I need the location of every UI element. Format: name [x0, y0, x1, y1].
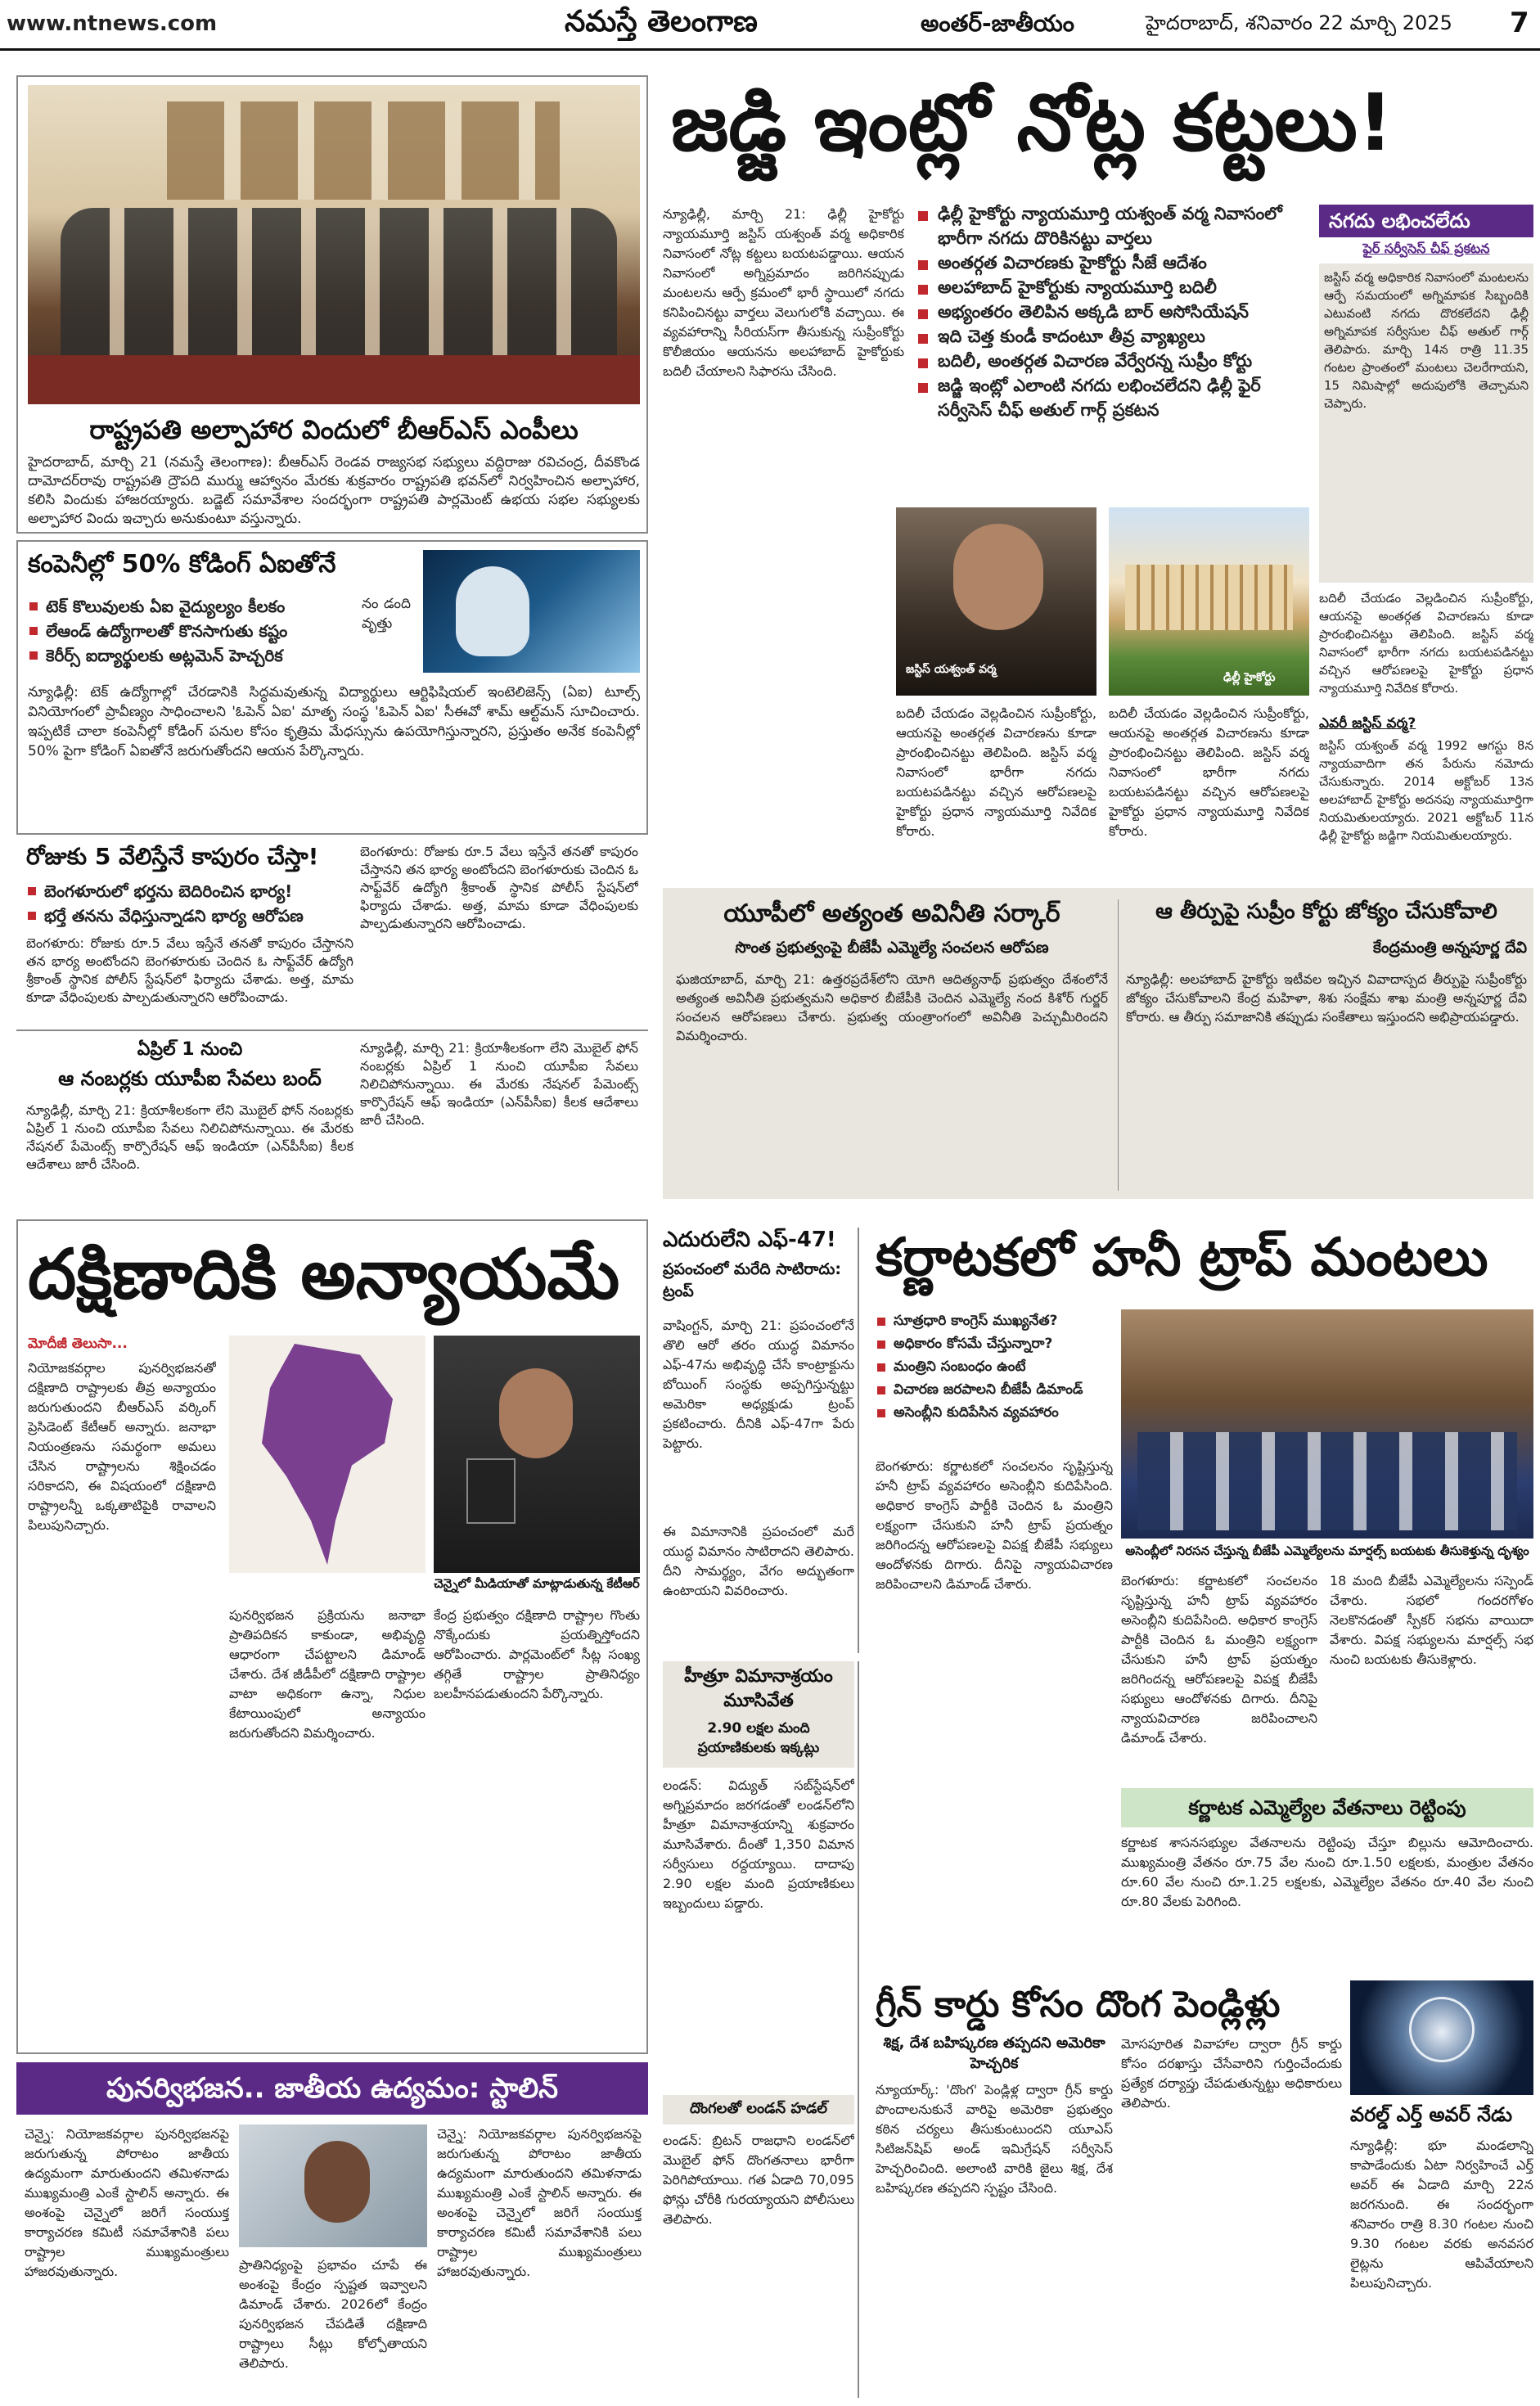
- earth-hour-body: న్యూఢిల్లీ: భూ మండలాన్ని కాపాడేందుకు ఏటా నిర్వహించే ఎర్త్ అవర్ ఈ ఏడాది మార్చి 22న జరగనుంది. ఈ సందర్భంగా శనివారం రాత్రి 8.30 గంటల నుంచి 9.30 గంటల వరకు అనవసర లైట్లను ఆపివేయాలని పిలుపునిచ్చారు.: [1350, 2138, 1533, 2291]
- karnataka-salary-body: కర్ణాటక శాసనసభ్యుల వేతనాలను రెట్టింపు చేస్తూ బిల్లును ఆమోదించారు. ముఖ్యమంత్రి వేతనం రూ.75 వేల నుంచి రూ.1.50 లక్షలకు, మంత్రుల వేతనం రూ.60 వేల నుంచి రూ.1.25 లక్షలకు, ఎమ్మెల్యేల వేతనం రూ.40 వేల నుంచి రూ.80 వేలకు పెరిగింది.: [1121, 1835, 1533, 1909]
- masthead: [0, 0, 1540, 51]
- green-card-headline: గ్రీన్ కార్డు కోసం దొంగ పెండ్లిళ్లు: [876, 1984, 1281, 2025]
- judge-bullet: అభ్యంతరం తెలిపిన అక్కడి బార్ అసోసియేషన్: [915, 300, 1304, 324]
- karnataka-body-2: 18 మంది బీజేపీ ఎమ్మెల్యేలను సస్పెండ్ చేశారు. సభలో గందరగోళం నెలకొనడంతో స్పీకర్ సభను వాయిదా వేశారు. విపక్ష సభ్యులను మార్షల్స్ సభ నుంచి బయటకు తీసుకెళ్లారు.: [1330, 1573, 1533, 1667]
- stalin-body-2: ప్రాతినిధ్యంపై ప్రభావం చూపే ఈ అంశంపై కేంద్రం స్పష్టత ఇవ్వాలని డిమాండ్ చేశారు. 2026లో కేంద్రం పునర్విభజన చేపడితే దక్షిణాది రాష్ట్రాలు సీట్లు కోల్పోతాయని తెలిపారు.: [239, 2257, 427, 2371]
- dateline: హైదరాబాద్, శనివారం 22 మార్చి 2025: [1146, 11, 1452, 34]
- page-number: 7: [1510, 7, 1529, 39]
- ani-microphone-icon: [466, 1458, 516, 1524]
- marshals-group: [1137, 1432, 1517, 1530]
- justice-photo-caption: జస్టిస్ యశ్వంత్ వర్మ: [906, 663, 997, 676]
- green-card-body: న్యూయార్క్: 'దొంగ' పెండ్లిళ్ల ద్వారా గ్రీన్ కార్డు పొందాలనుకునే వారిపై అమెరికా ప్రభుత్వం కఠిన చర్యలు తీసుకుంటుందని యూఎస్ సిటిజన్‌షిప్ అండ్ ఇమిగ్రేషన్ సర్వీసెస్ హెచ్చరించింది. అలాంటి వారికి జైలు శిక్ష, దేశ బహిష్కరణ తప్పదని స్పష్టం చేసింది.: [876, 2082, 1113, 2196]
- judge-bullet: ఇది చెత్త కుండీ కాదంటూ తీవ్ర వ్యాఖ్యలు: [915, 324, 1304, 349]
- karnataka-photo-caption: అసెంబ్లీలో నిరసన చేస్తున్న బీజేపీ ఎమ్మెల్యేలను మార్షల్స్ బయటకు తీసుకెళ్తున్న దృశ్యం: [1125, 1543, 1529, 1558]
- karnataka-bullets: [876, 1309, 1113, 1424]
- judge-bullet: అంతర్గత విచారణకు హైకోర్టు సీజే ఆదేశం: [915, 250, 1304, 275]
- heathrow-story: [663, 1661, 859, 2398]
- karnataka-bullet: మంత్రిని సంబంధం ఉంటే: [876, 1355, 1113, 1378]
- sidebar-body-2: జస్టిస్ యశ్వంత్ వర్మ 1992 ఆగస్టు 8న న్యాయవాదిగా తన పేరును నమోదు చేసుకున్నారు. 2014 అక్టోబర్ 13న అలహాబాద్ హైకోర్టు అదనపు న్యాయమూర్తిగా నియమితులయ్యారు. 2021 అక్టోబర్ 11న ఢిల్లీ హైకోర్టు జడ్జిగా నియమితులయ్యారు.: [1319, 738, 1533, 843]
- carpet: [28, 355, 640, 404]
- green-card-subhead: శిక్ష, దేశ బహిష్కరణ తప్పదని అమెరికా హెచ్చరిక: [883, 2034, 1105, 2072]
- marriage-body-continued: బెంగళూరు: రోజుకు రూ.5 వేలు ఇస్తేనే తనతో కాపురం చేస్తానని తన భార్య అంటోందని బెంగళూరుకు చెందిన ఓ సాఫ్ట్‌వేర్ ఉద్యోగి శ్రీకాంత్ స్థానిక పోలీస్ స్టేషన్‌లో ఫిర్యాదు చేశాడు. అత్త, మామ కూడా వేధింపులకు పాల్పడుతున్నారని ఆరోపించాడు.: [360, 844, 638, 931]
- delhi-high-court-photo: [1109, 507, 1309, 696]
- newspaper-name: నమస్తే తెలంగాణ: [565, 5, 758, 38]
- coding-side-text: నం డంది వృత్తు: [362, 596, 411, 632]
- stalin-body: చెన్నై: నియోజకవర్గాల పునర్విభజనపై జరుగుతున్న పోరాటం జాతీయ ఉద్యమంగా మారుతుందని తమిళనాడు ముఖ్యమంత్రి ఎంకే స్టాలిన్ అన్నారు. ఈ అంశంపై చెన్నైలో జరిగే సంయుక్త కార్యాచరణ కమిటీ సమావేశానికి పలు రాష్ట్రాల ముఖ్యమంత్రులు హాజరవుతున్నారు.: [25, 2126, 229, 2279]
- ktr-photo: [434, 1336, 640, 1573]
- heathrow-headline: హీత్రూ విమానాశ్రయం మూసివేత: [684, 1666, 833, 1711]
- judge-headline: జడ్జి ఇంట్లో నోట్ల కట్టలు!: [671, 77, 1394, 169]
- president-headline: రాష్ట్రపతి అల్పాహార విందులో బీఆర్‌ఎస్ ఎంపీలు: [89, 414, 579, 445]
- south-headline: దక్షిణాదికి అన్యాయమే: [28, 1234, 620, 1314]
- f47-headline: ఎదురులేని ఎఫ్-47!: [663, 1228, 836, 1252]
- green-card-body-2: మోసపూరిత వివాహాల ద్వారా గ్రీన్ కార్డు కోసం దరఖాస్తు చేసేవారిని గుర్తించేందుకు ప్రత్యేక దర్యాప్తు చేపడుతున్నట్టు అధికారులు తెలిపారు.: [1121, 2036, 1342, 2111]
- karnataka-bullet: అసెంబ్లీని కుదిపేసిన వ్యవహారం: [876, 1401, 1113, 1424]
- heathrow-body: లండన్: విద్యుత్ సబ్‌స్టేషన్‌లో అగ్నిప్రమాదం జరగడంతో లండన్‌లోని హీత్రూ విమానాశ్రయాన్ని శుక్రవారం మూసివేశారు. దీంతో 1,350 విమాన సర్వీసులు రద్దయ్యాయి. దాదాపు 2.90 లక్షల మంది ప్రయాణికులు ఇబ్బందులు పడ్డారు.: [663, 1777, 854, 1911]
- up-govt-subhead: సొంత ప్రభుత్వంపై బీజేపీ ఎమ్మెల్యే సంచలన ఆరోపణ: [735, 939, 1049, 957]
- robot-head-icon: [456, 566, 529, 656]
- judge-body-2-continued: బదిలీ చేయడం వెల్లడించిన సుప్రీంకోర్టు, ఆయనపై అంతర్గత విచారణను కూడా ప్రారంభించినట్టు తెలిపింది. జస్టిస్ వర్మ నివాసంలో భారీగా నగదు బయటపడినట్టు వచ్చిన ఆరోపణలపై హైకోర్టు ప్రధాన న్యాయమూర్తి నివేదిక కోరారు.: [1109, 705, 1309, 839]
- court-photo-caption: ఢిల్లీ హైకోర్టు: [1223, 671, 1276, 684]
- ai-robot-photo: [423, 550, 640, 673]
- karnataka-assembly-photo: [1121, 1309, 1533, 1539]
- sidebar-body-continued: బదిలీ చేయడం వెల్లడించిన సుప్రీంకోర్టు, ఆయనపై అంతర్గత విచారణను కూడా ప్రారంభించినట్టు తెలిపింది. జస్టిస్ వర్మ నివాసంలో భారీగా నగదు బయటపడినట్టు వచ్చిన ఆరోపణలపై హైకోర్టు ప్రధాన న్యాయమూర్తి నివేదిక కోరారు.: [1319, 591, 1533, 696]
- court-building: [1125, 565, 1293, 630]
- sidebar-sub2: ఎవరీ జస్టిస్ వర్మ?: [1319, 715, 1416, 732]
- earth-hour-photo: [1350, 1980, 1533, 2095]
- f47-subhead: ప్రపంచంలో మరేది సాటిరాదు: ట్రంప్: [663, 1260, 841, 1300]
- stalin-body-continued: చెన్నై: నియోజకవర్గాల పునర్విభజనపై జరుగుతున్న పోరాటం జాతీయ ఉద్యమంగా మారుతుందని తమిళనాడు ముఖ్యమంత్రి ఎంకే స్టాలిన్ అన్నారు. ఈ అంశంపై చెన్నైలో జరిగే సంయుక్త కార్యాచరణ కమిటీ సమావేశానికి పలు రాష్ట్రాల ముఖ్యమంత్రులు హాజరవుతున్నారు.: [437, 2126, 642, 2279]
- judge-bullet: బదిలీ, అంతర్గత విచారణ వేర్వేరన్న సుప్రీం కోర్టు: [915, 349, 1304, 373]
- stalin-story: [16, 2062, 648, 2398]
- judge-bullet: ఢిల్లీ హైకోర్టు న్యాయమూర్తి యశ్వంత్ వర్మ నివాసంలో భారీగా నగదు దొరికినట్టు వార్తలు: [915, 201, 1304, 250]
- upi-body: న్యూఢిల్లీ, మార్చి 21: క్రియాశీలకంగా లేని మొబైల్ ఫోన్ నంబర్లకు ఏప్రిల్ 1 నుంచి యూపీఐ సేవలు నిలిచిపోనున్నాయి. ఈ మేరకు నేషనల్ పేమెంట్స్ కార్పొరేషన్ ఆఫ్ ఇండియా (ఎన్‌పీసీఐ) కీలక ఆదేశాలు జారీ చేసింది.: [26, 1102, 353, 1172]
- wall-frames: [167, 101, 560, 200]
- coding-bullet: లేఆండ్ ఉద్యోగాలతో కొనసాగుతు కష్టం: [28, 619, 355, 643]
- column-divider: [1118, 899, 1119, 1191]
- marriage-bullet: బెంగళూరులో భర్తను బెదిరించిన భార్య!: [26, 879, 353, 903]
- south-kicker: మోదీజీ తెలుసా...: [28, 1336, 128, 1352]
- up-sc-band: [663, 888, 1533, 1199]
- marriage-headline: రోజుకు 5 వేలిస్తేనే కాపురం చేస్తా!: [26, 843, 319, 870]
- ktr-face: [499, 1368, 573, 1458]
- coding-bullet: కెరీర్స్ ఐద్యార్థులకు అట్లమెన్ హెచ్చరిక: [28, 643, 355, 668]
- upi-body-continued: న్యూఢిల్లీ, మార్చి 21: క్రియాశీలకంగా లేని మొబైల్ ఫోన్ నంబర్లకు ఏప్రిల్ 1 నుంచి యూపీఐ సేవలు నిలిచిపోనున్నాయి. ఈ మేరకు నేషనల్ పేమెంట్స్ కార్పొరేషన్ ఆఫ్ ఇండియా (ఎన్‌పీసీఐ) కీలక ఆదేశాలు జారీ చేసింది.: [360, 1040, 638, 1128]
- judge-bullet: అలహాబాద్ హైకోర్టుకు న్యాయమూర్తి బదిలీ: [915, 275, 1304, 300]
- up-govt-headline: యూపీలో అత్యంత అవినీతి సర్కార్: [723, 899, 1060, 928]
- justice-varma-photo: [896, 507, 1096, 696]
- f47-body-2: ఈ విమానానికి ప్రపంచంలో మరే యుద్ధ విమానం సాటిరాదని తెలిపారు. దీని సామర్థ్యం, వేగం అద్భుతంగా ఉంటాయని వివరించారు.: [663, 1524, 854, 1598]
- karnataka-body-continued: బెంగళూరు: కర్ణాటకలో సంచలనం సృష్టిస్తున్న హనీ ట్రాప్ వ్యవహారం అసెంబ్లీని కుదిపేసింది. అధికార కాంగ్రెస్ పార్టీకి చెందిన ఓ మంత్రిని లక్ష్యంగా చేసుకుని హనీ ట్రాప్ ప్రయత్నం జరిగిందన్న ఆరోపణలపై విపక్ష బీజేపీ సభ్యులు ఆందోళనకు దిగారు. దీనిపై న్యాయవిచారణ జరిపించాలని డిమాండ్ చేశారు.: [1121, 1573, 1317, 1746]
- karnataka-body: బెంగళూరు: కర్ణాటకలో సంచలనం సృష్టిస్తున్న హనీ ట్రాప్ వ్యవహారం అసెంబ్లీని కుదిపేసింది. అధికార కాంగ్రెస్ పార్టీకి చెందిన ఓ మంత్రిని లక్ష్యంగా చేసుకుని హనీ ట్రాప్ ప్రయత్నం జరిగిందన్న ఆరోపణలపై విపక్ష బీజేపీ సభ్యులు ఆందోళనకు దిగారు. దీనిపై న్యాయవిచారణ జరిపించాలని డిమాండ్ చేశారు.: [876, 1458, 1113, 1592]
- stalin-headline: పునర్విభజన.. జాతీయ ఉద్యమం: స్టాలిన్: [16, 2062, 648, 2115]
- judge-bullet: జడ్జి ఇంట్లో ఎలాంటి నగదు లభించలేదని ఢిల్లీ ఫైర్ సర్వీసెస్ చీఫ్ అతుల్ గార్గ్ ప్రకటన: [915, 373, 1304, 422]
- f47-body: వాషింగ్టన్, మార్చి 21: ప్రపంచంలోనే తొలి ఆరో తరం యుద్ధ విమానం ఎఫ్-47ను అభివృద్ధి చేసే కాంట్రాక్టును బోయింగ్ సంస్థకు అప్పగిస్తున్నట్టు అమెరికా అధ్యక్షుడు ట్రంప్ ప్రకటించారు. దీనికి ఎఫ్-47గా పేరు పెట్టారు.: [663, 1318, 854, 1451]
- marriage-bullet: భర్తే తనను వేధిస్తున్నాడని భార్య ఆరోపణ: [26, 903, 353, 928]
- sc-verdict-headline: ఆ తీర్పుపై సుప్రీం కోర్టు జోక్యం చేసుకోవాలి: [1155, 899, 1497, 924]
- f47-story: [663, 1228, 859, 1653]
- earth-hour-headline: వరల్డ్ ఎర్త్ అవర్ నేడు: [1350, 2103, 1513, 2126]
- heathrow-subhead: 2.90 లక్షల మంది ప్రయాణికులకు ఇక్కట్లు: [697, 1720, 820, 1756]
- sc-verdict-body: న్యూఢిల్లీ: అలహాబాద్ హైకోర్టు ఇటీవల ఇచ్చిన వివాదాస్పద తీర్పుపై సుప్రీంకోర్టు జోక్యం చేసుకోవాలని కేంద్ర మహిళా, శిశు సంక్షేమ శాఖ మంత్రి అన్నపూర్ణ దేవి కోరారు. ఆ తీర్పు సమాజానికి తప్పుడు సంకేతాలు ఇస్తుందని అభిప్రాయపడ్డారు.: [1126, 971, 1527, 1025]
- india-map-graphic: [229, 1336, 426, 1573]
- justice-face: [953, 524, 1043, 630]
- coding-bullets: [28, 594, 355, 668]
- judge-bullets: [915, 201, 1304, 422]
- marriage-body: బెంగళూరు: రోజుకు రూ.5 వేలు ఇస్తేనే తనతో కాపురం చేస్తానని తన భార్య అంటోందని బెంగళూరుకు చెందిన ఓ సాఫ్ట్‌వేర్ ఉద్యోగి శ్రీకాంత్ స్థానిక పోలీస్ స్టేషన్‌లో ఫిర్యాదు చేశాడు. అత్త, మామ కూడా వేధింపులకు పాల్పడుతున్నారని ఆరోపించాడు.: [26, 935, 353, 1005]
- site-url[interactable]: www.ntnews.com: [7, 11, 218, 36]
- judge-body-2: బదిలీ చేయడం వెల్లడించిన సుప్రీంకోర్టు, ఆయనపై అంతర్గత విచారణను కూడా ప్రారంభించినట్టు తెలిపింది. జస్టిస్ వర్మ నివాసంలో భారీగా నగదు బయటపడినట్టు వచ్చిన ఆరోపణలపై హైకోర్టు ప్రధాన న్యాయమూర్తి నివేదిక కోరారు.: [896, 705, 1096, 839]
- south-body: నియోజకవర్గాల పునర్విభజనతో దక్షిణాది రాష్ట్రాలకు తీవ్ర అన్యాయం జరుగుతుందని బీఆర్‌ఎస్ వర్కింగ్ ప్రెసిడెంట్ కేటీఆర్ అన్నారు. జనాభా నియంత్రణను సమర్థంగా అమలు చేసిన రాష్ట్రాలను శిక్షించడం సరికాదని, ఈ విషయంలో దక్షిణాది రాష్ట్రాలన్నీ ఒక్కతాటిపైకి రావాలని పిలుపునిచ్చారు.: [28, 1360, 216, 1533]
- sidebar-subtitle: ఫైర్ సర్వీసెస్ చీఫ్ ప్రకటన: [1362, 241, 1490, 256]
- karnataka-salary-title: కర్ణాటక ఎమ్మెల్యేల వేతనాలు రెట్టింపు: [1121, 1788, 1533, 1827]
- london-body: లండన్: బ్రిటన్ రాజధాని లండన్‌లో మొబైల్ ఫోన్ దొంగతనాలు భారీగా పెరిగిపోయాయి. గత ఏడాది 70,095 ఫోన్లు చోరీకి గురయ్యాయని పోలీసులు తెలిపారు.: [663, 2133, 854, 2227]
- karnataka-bullet: అధికారం కోసమే చేస్తున్నారా?: [876, 1332, 1113, 1355]
- marriage-story: [16, 843, 648, 1031]
- karnataka-bullet: సూత్రధారి కాంగ్రెస్ ముఖ్యనేత?: [876, 1309, 1113, 1332]
- ktr-photo-caption: చెన్నైలో మీడియాతో మాట్లాడుతున్న కేటీఆర్: [434, 1576, 640, 1591]
- marriage-bullets: [26, 879, 353, 928]
- section-name: అంతర్-జాతీయం: [921, 10, 1074, 37]
- president-story: [16, 75, 648, 534]
- earth-hour-story: [1350, 1980, 1533, 2398]
- london-subhead: దొంగలతో లండన్ హడల్: [689, 2100, 828, 2117]
- karnataka-bullet: విచారణ జరపాలని బీజేపీ డిమాండ్: [876, 1378, 1113, 1401]
- heathrow-header-box: [663, 1661, 854, 1768]
- people-group: [61, 208, 617, 363]
- upi-kicker: ఏప్రిల్ 1 నుంచి: [137, 1039, 243, 1060]
- south-body-2: పునర్విభజన ప్రక్రియను జనాభా ప్రాతిపదికన కాకుండా, అభివృద్ధి ఆధారంగా చేపట్టాలని డిమాండ్ చేశారు. దేశ జీడీపీలో దక్షిణాది రాష్ట్రాల వాటా అధికంగా ఉన్నా, నిధుల కేటాయింపులో అన్యాయం జరుగుతోందని విమర్శించారు.: [229, 1607, 426, 1741]
- karnataka-bullets-box: [876, 1309, 1113, 1449]
- sc-verdict-subhead: కేంద్రమంత్రి అన్నపూర్ణ దేవి: [1372, 939, 1527, 957]
- judge-sidebar: [1319, 205, 1533, 876]
- stalin-photo: [239, 2124, 427, 2247]
- upi-headline: ఆ నంబర్లకు యూపీఐ సేవలు బంద్: [58, 1067, 322, 1090]
- upi-story: [16, 1039, 648, 1203]
- lightbulb-icon: [1409, 1997, 1475, 2062]
- india-map-shape: [245, 1344, 409, 1565]
- south-body-3: కేంద్ర ప్రభుత్వం దక్షిణాది రాష్ట్రాల గొంతు నొక్కేందుకు ప్రయత్నిస్తోందని ఆరోపించారు. పార్లమెంట్‌లో సీట్ల సంఖ్య తగ్గితే రాష్ట్రాల ప్రాతినిధ్యం బలహీనపడుతుందని పేర్కొన్నారు.: [434, 1607, 640, 1701]
- london-header-box: [663, 2095, 854, 2124]
- coding-body: న్యూఢిల్లీ: టెక్ ఉద్యోగాల్లో చేరడానికి సిద్ధమవుతున్న విద్యార్థులు ఆర్టిఫిషియల్ ఇంటెలిజెన్స్ (ఏఐ) టూల్స్ వినియోగంలో ప్రావీణ్యం సాధించాలని 'ఓపెన్ ఏఐ' మాతృ సంస్థ 'ఓపెన్ ఏఐ' సీఈవో శామ్ ఆల్ట్‌మన్ సూచించారు. ఇప్పటికే చాలా కంపెనీల్లో కోడింగ్ పనుల కోసం కృత్రిమ మేధస్సును ఉపయోగిస్తున్నారని, ప్రస్తుతం అనేక కంపెనీల్లో 50% పైగా కోడింగ్ ఏఐతోనే జరుగుతోందని ఆయన పేర్కొన్నారు.: [28, 684, 640, 759]
- stalin-face: [304, 2141, 370, 2223]
- south-story: [16, 1219, 648, 2054]
- coding-story: [16, 540, 648, 835]
- karnataka-headline: కర్ణాటకలో హనీ ట్రాప్ మంటలు: [876, 1228, 1488, 1288]
- coding-bullet: టెక్ కొలువులకు ఏఐ వైద్యుల్యం కీలకం: [28, 594, 355, 619]
- sidebar-title: నగదు లభించలేదు: [1319, 205, 1533, 237]
- coding-headline: కంపెనీల్లో 50% కోడింగ్ ఏఐతోనే: [28, 550, 336, 579]
- up-govt-body: ఘజియాబాద్, మార్చి 21: ఉత్తరప్రదేశ్‌లోని యోగి ఆదిత్యనాథ్ ప్రభుత్వం దేశంలోనే అత్యంత అవినీతి ప్రభుత్వమని అధికార బీజేపీకి చెందిన ఎమ్మెల్యే నంద కిశోర్ గుర్జర్ సంచలన ఆరోపణలు చేశారు. ప్రభుత్వ యంత్రాంగంలో అవినీతి పెచ్చుమీరిందని విమర్శించారు.: [676, 971, 1108, 1043]
- president-body: హైదరాబాద్, మార్చి 21 (నమస్తే తెలంగాణ): బీఆర్‌ఎస్ రెండవ రాజ్యసభ సభ్యులు వద్దిరాజు రవిచంద్ర, దీవకొండ దామోదర్‌రావు రాష్ట్రపతి ద్రౌపది ముర్ము ఆహ్వానం మేరకు శుక్రవారం రాష్ట్రపతి భవన్‌లో నిర్వహించిన అల్పాహార, కలిసి విందుకు హాజరయ్యారు. బడ్జెట్ సమావేశాల సందర్భంగా రాష్ట్రపతి పార్లమెంట్ ఉభయ సభల సభ్యులకు అల్పాహార విందు ఇచ్చారు అనుకుంటూ వస్తున్నారు.: [28, 454, 640, 527]
- president-meeting-photo: [28, 85, 640, 404]
- judge-body: న్యూఢిల్లీ, మార్చి 21: ఢిల్లీ హైకోర్టు న్యాయమూర్తి జస్టిస్ యశ్వంత్ వర్మ అధికారిక నివాసంలో నోట్ల కట్టలు బయటపడ్డాయి. ఆయన నివాసంలో అగ్నిప్రమాదం జరిగినప్పుడు మంటలను ఆర్పే క్రమంలో భారీ స్థాయిలో నగదు కనిపించినట్టు వార్తలు వెలుగులోకి వచ్చాయి. ఈ వ్యవహారాన్ని సీరియస్‌గా తీసుకున్న సుప్రీంకోర్టు కొలీజియం ఆయనను అలహాబాద్ హైకోర్టుకు బదిలీ చేయాలని సిఫారసు చేసింది.: [663, 206, 904, 379]
- sidebar-body: జస్టిస్ వర్మ అధికారిక నివాసంలో మంటలను ఆర్పే సమయంలో అగ్నిమాపక సిబ్బందికి ఎటువంటి నగదు దొరకలేదని ఢిల్లీ అగ్నిమాపక సర్వీసుల చీఫ్ అతుల్ గార్గ్ తెలిపారు. మార్చి 14న రాత్రి 11.35 గంటల ప్రాంతంలో మంటలు చెలరేగాయని, 15 నిమిషాల్లో అదుపులోకి తెచ్చామని చెప్పారు.: [1319, 264, 1533, 583]
